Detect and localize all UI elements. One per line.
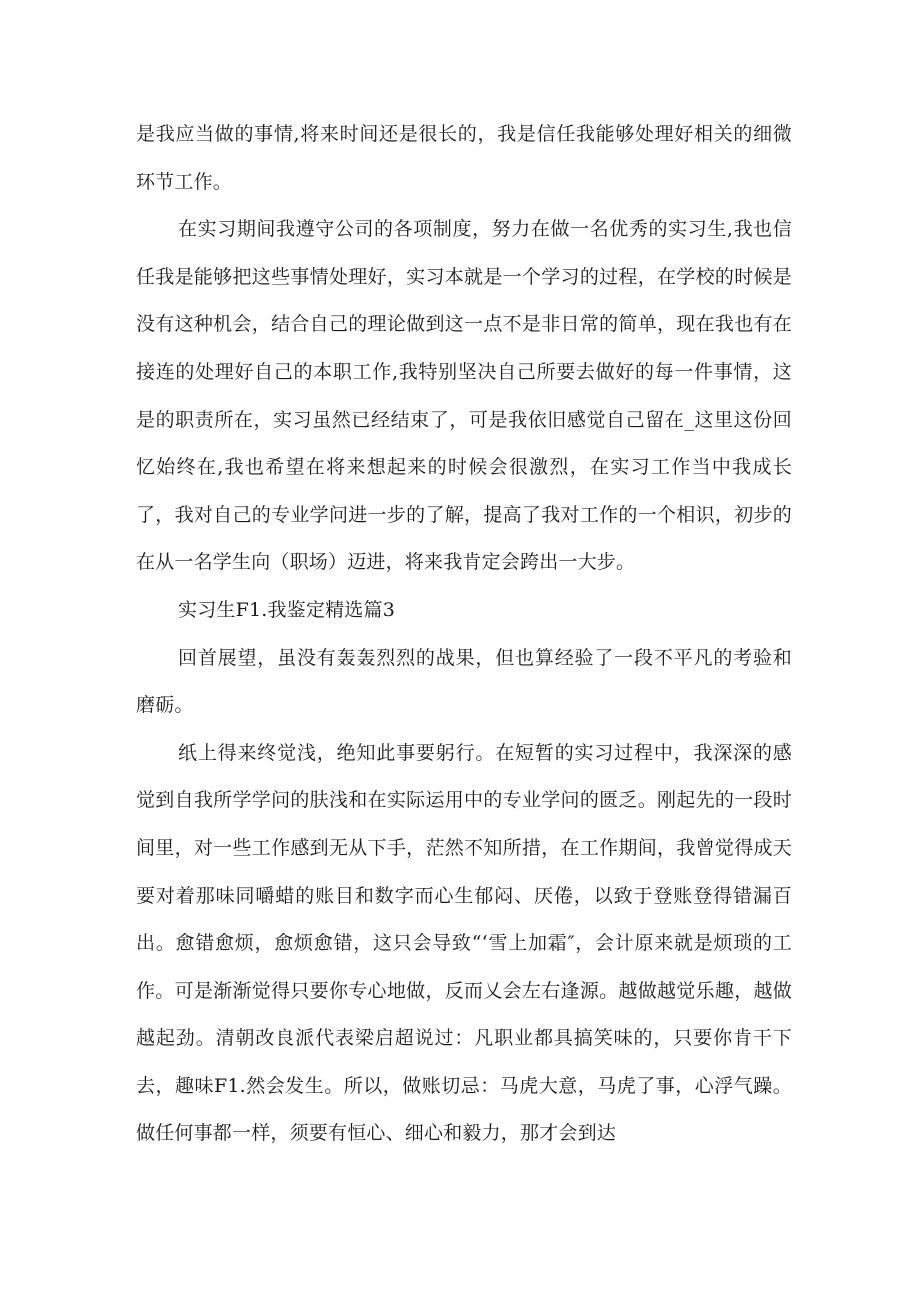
paragraph-practice: 纸上得来终觉浅，绝知此事要躬行。在短暂的实习过程中，我深深的感觉到自我所学学问的肤浅和在实际运用中的专业学问的匮乏。刚起先的一段时间里，对一些工作感到无从下手，茫然不知所措，在工作期间，我曾觉得成天要对着那味同嚼蜡的账目和数字而心生郁闷、厌倦，以致于登账登得错漏百出。愈错愈烦，愈烦愈错，这只会导致“‘雪上加霜″，会计原来就是烦琐的工作。可是渐渐觉得只要你专心地做，反而乂会左右逢源。越做越觉乐趣，越做越起劲。清朝改良派代表梁启超说过：凡职业都具搞笑味的，只要你肯干下去，趣味F1.然会发生。所以，做账切忌：马虎大意，马虎了事，心浮气躁。做任何事都一样，须要有恒心、细心和毅力，那才会到达 [136,741,792,1145]
section-heading: 实习生F1.我鉴定精选篇3 [178,598,395,621]
paragraph-continuation: 是我应当做的事情,将来时间还是很长的，我是信任我能够处理好相关的细微环节工作。 [136,123,792,193]
document-body [136,111,792,1158]
paragraph-internship-summary: 在实习期间我遵守公司的各项制度，努力在做一名优秀的实习生,我也信任我是能够把这些事情处理好，实习本就是一个学习的过程，在学校的时候是没有这种机会，结合自己的理论做到这一点不是非日常的简单，现在我也有在接连的处理好自己的本职工作,我特别坚决自己所要去做好的每一件事情，这是的职责所在，实习虽然已经结束了，可是我依旧感觉自己留在_这里这份回忆始终在,我也希望在将来想起来的时候会很激烈，在实习工作当中我成长了，我对自己的专业学问进一步的了解，提高了我对工作的一个相识，初步的在从一名学生向（职场）迈进，将来我肯定会跨出一大步。 [136,218,792,574]
paragraph-retrospect: 回首展望，虽没有轰轰烈烈的战果，但也算经验了一段不平凡的考验和磨砺。 [136,646,792,717]
